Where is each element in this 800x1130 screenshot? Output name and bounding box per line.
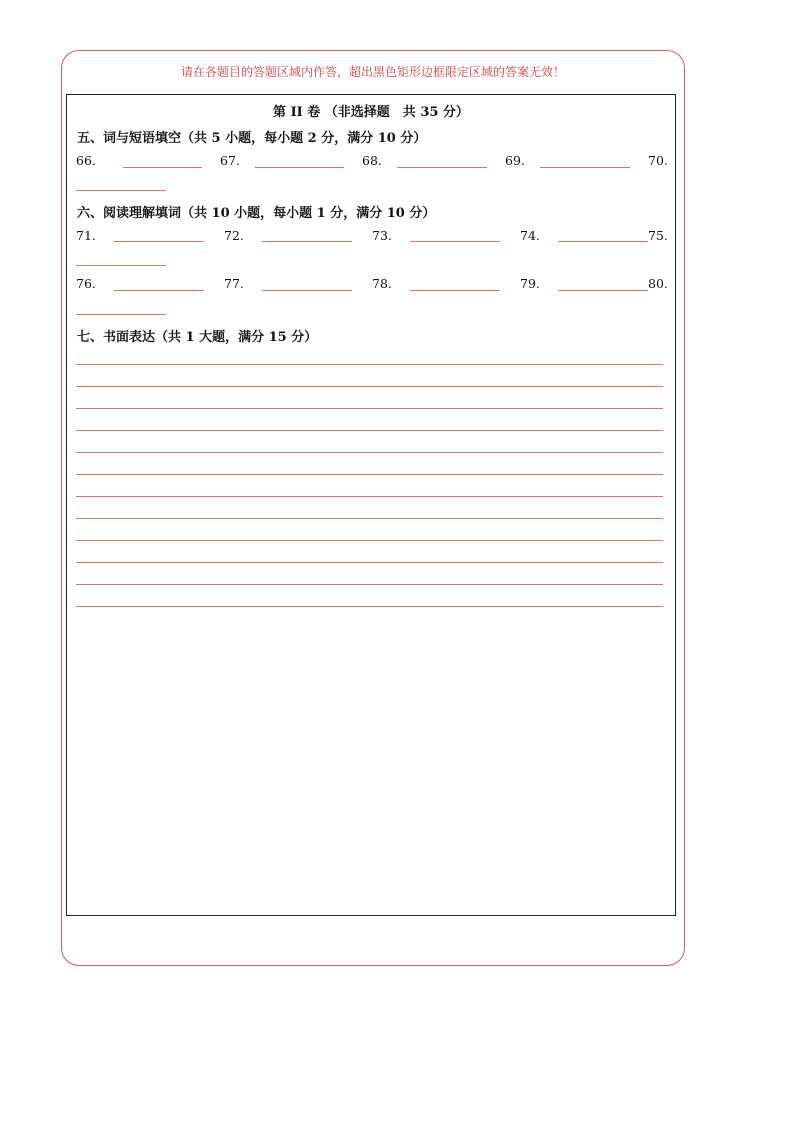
answer-blank[interactable]: [262, 290, 352, 291]
writing-line[interactable]: [76, 452, 663, 453]
answer-blank[interactable]: [76, 190, 166, 191]
answer-blank[interactable]: [410, 241, 500, 242]
question-number: 75.: [648, 228, 668, 243]
answer-blank[interactable]: [255, 167, 344, 168]
question-number: 74.: [520, 228, 540, 243]
section-seven-heading: 七、书面表达（共 1 大题，满分 15 分）: [77, 330, 318, 345]
section-six-heading: 六、阅读理解填词（共 10 小题，每小题 1 分，满分 10 分）: [77, 206, 436, 221]
writing-line[interactable]: [76, 496, 663, 497]
question-number: 70.: [648, 153, 668, 168]
answer-blank[interactable]: [262, 241, 352, 242]
question-number: 67.: [220, 153, 240, 168]
answer-blank[interactable]: [76, 265, 166, 266]
paper-part-title: 第 II 卷 （非选择题 共 35 分）: [273, 105, 469, 120]
section-five-heading: 五、词与短语填空（共 5 小题，每小题 2 分，满分 10 分）: [77, 131, 427, 146]
writing-line[interactable]: [76, 474, 663, 475]
writing-line[interactable]: [76, 562, 663, 563]
writing-line[interactable]: [76, 584, 663, 585]
writing-line[interactable]: [76, 386, 663, 387]
question-number: 77.: [224, 276, 244, 291]
answer-blank[interactable]: [123, 167, 202, 168]
writing-line[interactable]: [76, 430, 663, 431]
question-number: 80.: [648, 276, 668, 291]
question-number: 69.: [505, 153, 525, 168]
answer-area-warning: 请在各题目的答题区域内作答，超出黑色矩形边框限定区域的答案无效！: [180, 65, 565, 79]
answer-blank[interactable]: [76, 314, 166, 315]
question-number: 72.: [224, 228, 244, 243]
answer-blank[interactable]: [540, 167, 630, 168]
answer-blank[interactable]: [558, 241, 648, 242]
question-number: 73.: [372, 228, 392, 243]
question-number: 68.: [362, 153, 382, 168]
question-number: 79.: [520, 276, 540, 291]
question-number: 66.: [76, 153, 96, 168]
answer-blank[interactable]: [397, 167, 487, 168]
answer-blank[interactable]: [410, 290, 500, 291]
answer-blank[interactable]: [114, 241, 204, 242]
question-number: 76.: [76, 276, 96, 291]
answer-blank[interactable]: [558, 290, 648, 291]
question-number: 71.: [76, 228, 96, 243]
answer-blank[interactable]: [114, 290, 204, 291]
writing-line[interactable]: [76, 518, 663, 519]
question-number: 78.: [372, 276, 392, 291]
writing-line[interactable]: [76, 364, 663, 365]
writing-line[interactable]: [76, 540, 663, 541]
writing-line[interactable]: [76, 606, 663, 607]
writing-line[interactable]: [76, 408, 663, 409]
